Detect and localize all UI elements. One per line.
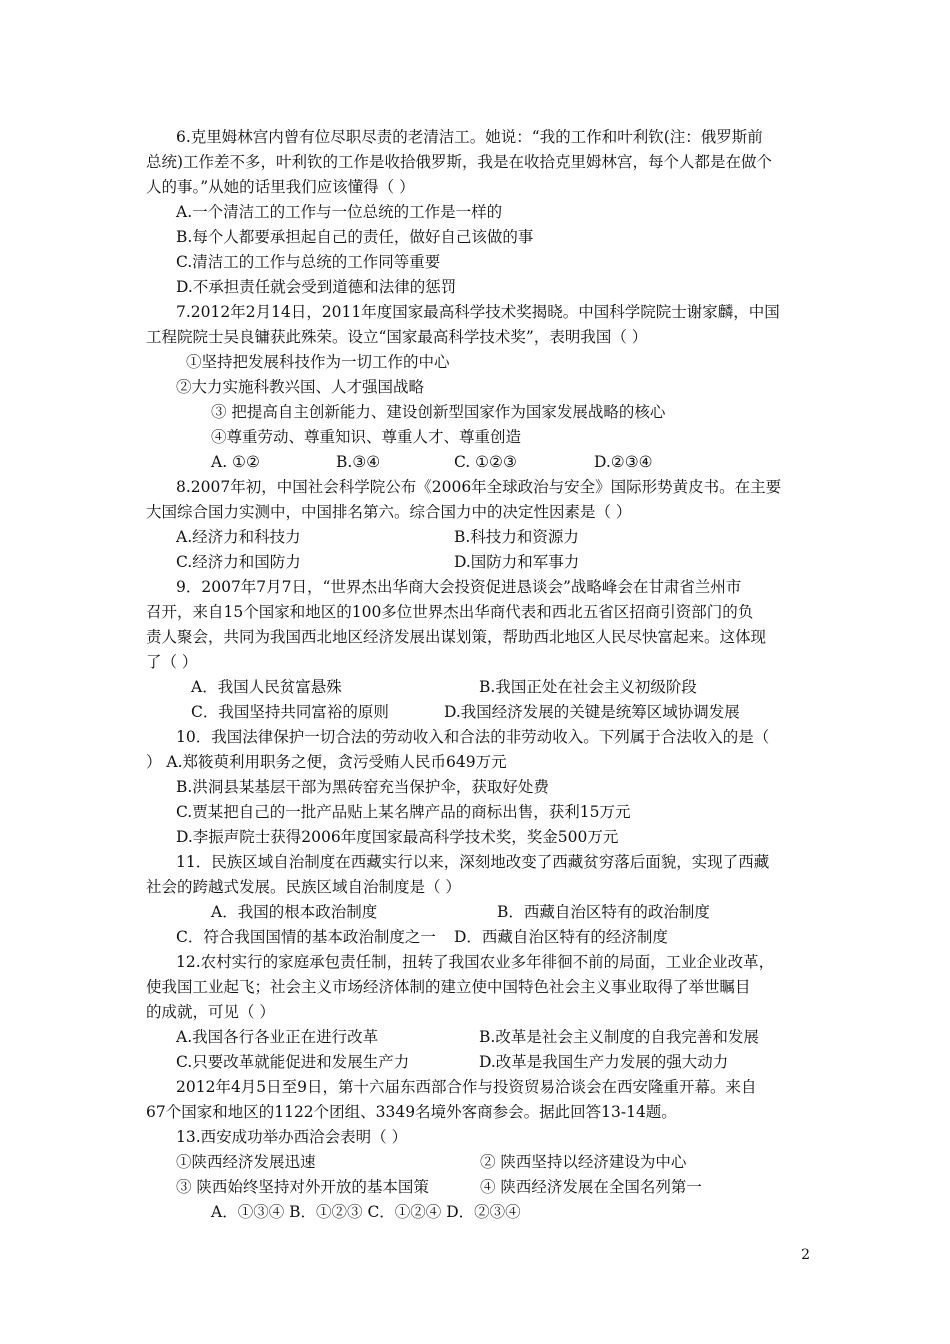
- q6-stem-line-2: 总统)工作差不多，叶利钦的工作是收拾俄罗斯，我是在收拾克里姆林宫，每个人都是在做个: [146, 153, 773, 171]
- q7-option-d: D.②③④: [594, 453, 653, 471]
- q12-option-a: A.我国各行各业正在进行改革: [176, 1028, 379, 1046]
- material-line-2: 67个国家和地区的1122个团组、3349名境外客商参会。据此回答13-14题。: [146, 1103, 677, 1121]
- q8-option-b: B.科技力和资源力: [454, 528, 579, 546]
- q7-option-c: C. ①②③: [454, 453, 517, 471]
- q8-stem-line-1: 8.2007年初，中国社会科学院公布《2006年全球政治与安全》国际形势黄皮书。在主要: [176, 478, 782, 496]
- q13-item-3: ③ 陕西始终坚持对外开放的基本国策: [176, 1178, 429, 1196]
- q11-option-c: C．符合我国国情的基本政治制度之一: [176, 928, 436, 946]
- q11-option-b: B．西藏自治区特有的政治制度: [497, 903, 710, 921]
- q8-option-d: D.国防力和军事力: [454, 553, 580, 571]
- q9-option-b: B.我国正处在社会主义初级阶段: [479, 678, 697, 696]
- q9-stem-line-4: 了（ ）: [146, 653, 198, 671]
- q8-option-c: C.经济力和国防力: [176, 553, 301, 571]
- q9-option-a: A．我国人民贫富悬殊: [191, 678, 342, 696]
- q11-stem-line-1: 11．民族区域自治制度在西藏实行以来，深刻地改变了西藏贫穷落后面貌，实现了西藏: [176, 853, 770, 871]
- q10-option-b: B.洪洞县某基层干部为黑砖窑充当保护伞，获取好处费: [176, 778, 549, 796]
- q6-option-b: B.每个人都要承担起自己的责任，做好自己该做的事: [176, 228, 534, 246]
- q12-stem-line-3: 的成就，可见（ ）: [146, 1003, 275, 1021]
- q13-item-2: ② 陕西坚持以经济建设为中心: [480, 1153, 687, 1171]
- q9-stem-line-2: 召开，来自15个国家和地区的100多位世界杰出华商代表和西北五省区招商引资部门的负: [146, 603, 754, 621]
- q8-stem-line-2: 大国综合国力实测中，中国排名第六。综合国力中的决定性因素是（ ）: [146, 503, 632, 521]
- q13-options: A．①③④ B．①②③ C．①②④ D．②③④: [211, 1203, 521, 1221]
- q7-item-2: ②大力实施科教兴国、人才强国战略: [176, 378, 425, 396]
- q12-stem-line-1: 12.农村实行的家庭承包责任制，扭转了我国农业多年徘徊不前的局面，工业企业改革，: [176, 953, 775, 971]
- q12-stem-line-2: 使我国工业起飞；社会主义市场经济体制的建立使中国特色社会主义事业取得了举世瞩目: [146, 978, 751, 996]
- q7-option-b: B.③④: [336, 453, 381, 471]
- page-number: 2: [801, 1247, 810, 1263]
- q10-option-c: C.贾某把自己的一批产品贴上某名牌产品的商标出售，获利15万元: [176, 803, 631, 821]
- q7-item-4: ④尊重劳动、尊重知识、尊重人才、尊重创造: [211, 428, 522, 446]
- q13-item-4: ④ 陕西经济发展在全国名列第一: [480, 1178, 702, 1196]
- q6-option-c: C.清洁工的工作与总统的工作同等重要: [176, 253, 441, 271]
- q10-stem-line-1: 10．我国法律保护一切合法的劳动收入和合法的非劳动收入。下列属于合法收入的是（: [176, 728, 770, 746]
- q6-option-d: D.不承担责任就会受到道德和法律的惩罚: [176, 278, 457, 296]
- q10-option-d: D.李振声院士获得2006年度国家最高科学技术奖，奖金500万元: [176, 828, 619, 846]
- q9-stem-line-3: 责人聚会，共同为我国西北地区经济发展出谋划策，帮助西北地区人民尽快富起来。这体现: [146, 628, 767, 646]
- q12-option-b: B.改革是社会主义制度的自我完善和发展: [479, 1028, 759, 1046]
- q6-option-a: A.一个清洁工的工作与一位总统的工作是一样的: [176, 203, 503, 221]
- q9-stem-line-1: 9．2007年7月7日，“世界杰出华商大会投资促进恳谈会”战略峰会在甘肃省兰州市: [176, 578, 742, 596]
- q10-option-a: ） A.郑筱萸利用职务之便，贪污受贿人民币649万元: [146, 753, 507, 771]
- q7-option-a: A. ①②: [211, 453, 260, 471]
- q11-option-a: A．我国的根本政治制度: [211, 903, 378, 921]
- q9-option-d: D.我国经济发展的关键是统筹区域协调发展: [444, 703, 740, 721]
- q12-option-d: D.改革是我国生产力发展的强大动力: [479, 1053, 729, 1071]
- q6-stem-line-3: 人的事。”从她的话里我们应该懂得（ ）: [146, 178, 415, 196]
- q6-stem-line-1: 6.克里姆林宫内曾有位尽职尽责的老清洁工。她说：“我的工作和叶利钦(注：俄罗斯前: [176, 128, 763, 146]
- material-line-1: 2012年4月5日至9日，第十六届东西部合作与投资贸易洽谈会在西安隆重开幕。来自: [176, 1078, 757, 1096]
- q13-item-1: ①陕西经济发展迅速: [176, 1153, 316, 1171]
- q7-item-3: ③ 把提高自主创新能力、建设创新型国家作为国家发展战略的核心: [211, 403, 666, 421]
- q7-item-1: ①坚持把发展科技作为一切工作的中心: [186, 353, 450, 371]
- q13-stem: 13.西安成功举办西洽会表明（ ）: [176, 1128, 408, 1146]
- q11-option-d: D．西藏自治区特有的经济制度: [454, 928, 668, 946]
- q12-option-c: C.只要改革就能促进和发展生产力: [176, 1053, 410, 1071]
- q11-stem-line-2: 社会的跨越式发展。民族区域自治制度是（ ）: [146, 878, 461, 896]
- q7-stem-line-2: 工程院院士吴良镛获此殊荣。设立“国家最高科学技术奖”，表明我国（ ）: [146, 328, 648, 346]
- q9-option-c: C．我国坚持共同富裕的原则: [191, 703, 389, 721]
- q7-stem-line-1: 7.2012年2月14日，2011年度国家最高科学技术奖揭晓。中国科学院院士谢家麟，中国: [176, 303, 780, 321]
- q8-option-a: A.经济力和科技力: [176, 528, 301, 546]
